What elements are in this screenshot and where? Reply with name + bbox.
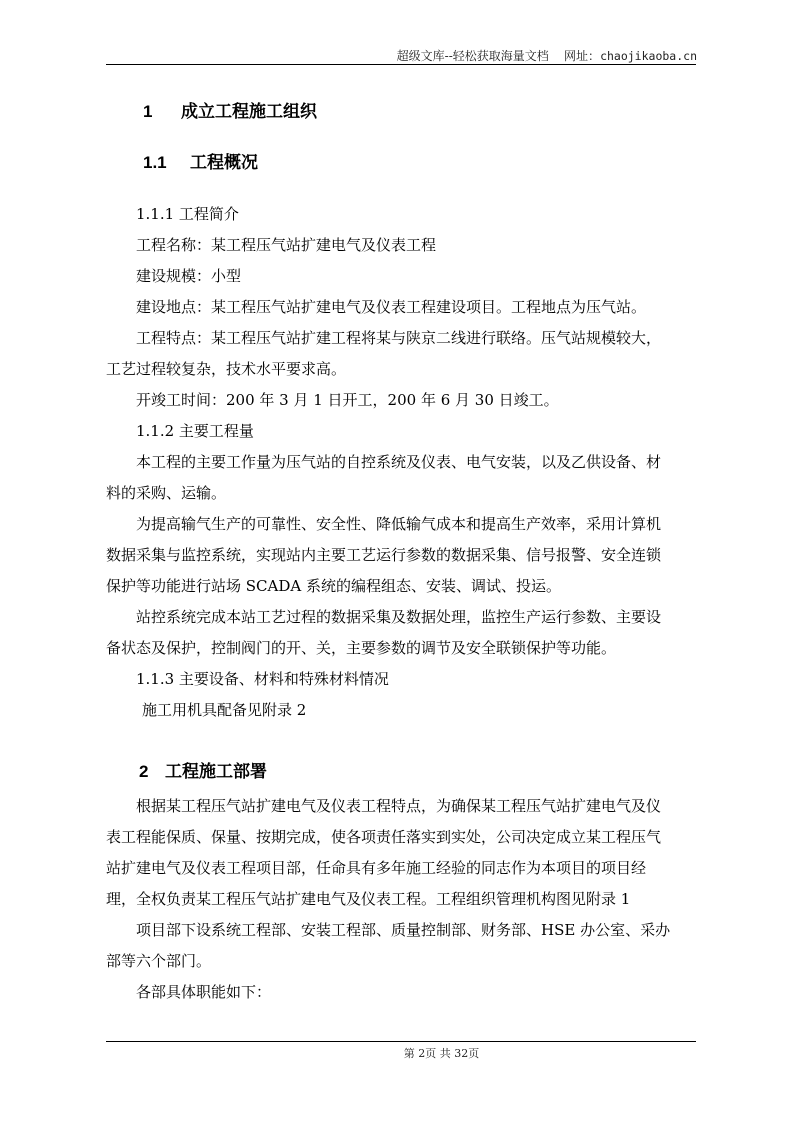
project-location: 建设地点：某工程压气站扩建电气及仪表工程建设项目。工程地点为压气站。 bbox=[136, 298, 647, 316]
appendix-2-note: 施工用机具配备见附录 2 bbox=[142, 701, 307, 719]
scada-line3: 保护等功能进行站场 SCADA 系统的编程组态、安装、调试、投运。 bbox=[106, 577, 561, 595]
header-url-label: 网址： bbox=[564, 49, 601, 63]
section-1-heading bbox=[143, 101, 317, 123]
deployment-line4: 理，全权负责某工程压气站扩建电气及仪表工程。工程组织管理机构图见附录 1 bbox=[106, 890, 631, 908]
departments-line1: 项目部下设系统工程部、安装工程部、质量控制部、财务部、HSE 办公室、采办 bbox=[136, 921, 671, 939]
page-number: 第 2页 共 32页 bbox=[403, 1047, 480, 1060]
control-line2: 备状态及保护，控制阀门的开、关，主要参数的调节及安全联锁保护等功能。 bbox=[106, 639, 617, 657]
control-line1: 站控系统完成本站工艺过程的数据采集及数据处理，监控生产运行参数、主要设 bbox=[136, 608, 662, 626]
workload-line2: 料的采购、运输。 bbox=[106, 484, 227, 502]
deployment-line1: 根据某工程压气站扩建电气及仪表工程特点，为确保某工程压气站扩建电气及仪 bbox=[136, 797, 662, 815]
deployment-line2: 表工程能保质、保量、按期完成，使各项责任落实到实处，公司决定成立某工程压气 bbox=[106, 828, 662, 846]
duties-intro: 各部具体职能如下： bbox=[136, 983, 272, 1001]
workload-line1: 本工程的主要工作量为压气站的自控系统及仪表、电气安装，以及乙供设备、材 bbox=[136, 453, 662, 471]
section-title: 工程施工部署 bbox=[165, 762, 267, 781]
header-divider bbox=[106, 64, 696, 65]
footer-divider bbox=[106, 1041, 696, 1042]
section-1-1-heading bbox=[143, 152, 258, 174]
section-2-heading bbox=[139, 761, 267, 783]
scada-line1: 为提高输气生产的可靠性、安全性、降低输气成本和提高生产效率，采用计算机 bbox=[136, 515, 662, 533]
section-title: 工程概况 bbox=[190, 153, 258, 172]
subsection-1-1-1: 1.1.1 工程简介 bbox=[136, 205, 239, 223]
section-number: 1 bbox=[143, 102, 153, 121]
project-features-line1: 工程特点：某工程压气站扩建工程将某与陕京二线进行联络。压气站规模较大， bbox=[136, 329, 662, 347]
project-name: 工程名称：某工程压气站扩建电气及仪表工程 bbox=[136, 236, 437, 254]
project-schedule: 开竣工时间：200 年 3 月 1 日开工，200 年 6 月 30 日竣工。 bbox=[136, 391, 559, 409]
page-header bbox=[397, 47, 697, 64]
section-number: 1.1 bbox=[143, 153, 167, 172]
project-features-line2: 工艺过程较复杂，技术水平要求高。 bbox=[106, 360, 347, 378]
subsection-1-1-3: 1.1.3 主要设备、材料和特殊材料情况 bbox=[136, 670, 389, 688]
subsection-1-1-2: 1.1.2 主要工程量 bbox=[136, 422, 254, 440]
project-scale: 建设规模：小型 bbox=[136, 267, 242, 285]
deployment-line3: 站扩建电气及仪表工程项目部，任命具有多年施工经验的同志作为本项目的项目经 bbox=[106, 859, 647, 877]
header-url: chaojikaoba.cn bbox=[600, 49, 697, 63]
section-title: 成立工程施工组织 bbox=[181, 102, 317, 121]
section-number: 2 bbox=[139, 762, 149, 781]
scada-line2: 数据采集与监控系统，实现站内主要工艺运行参数的数据采集、信号报警、安全连锁 bbox=[106, 546, 662, 564]
departments-line2: 部等六个部门。 bbox=[106, 952, 212, 970]
header-site-name: 超级文库--轻松获取海量文档 bbox=[396, 49, 549, 63]
